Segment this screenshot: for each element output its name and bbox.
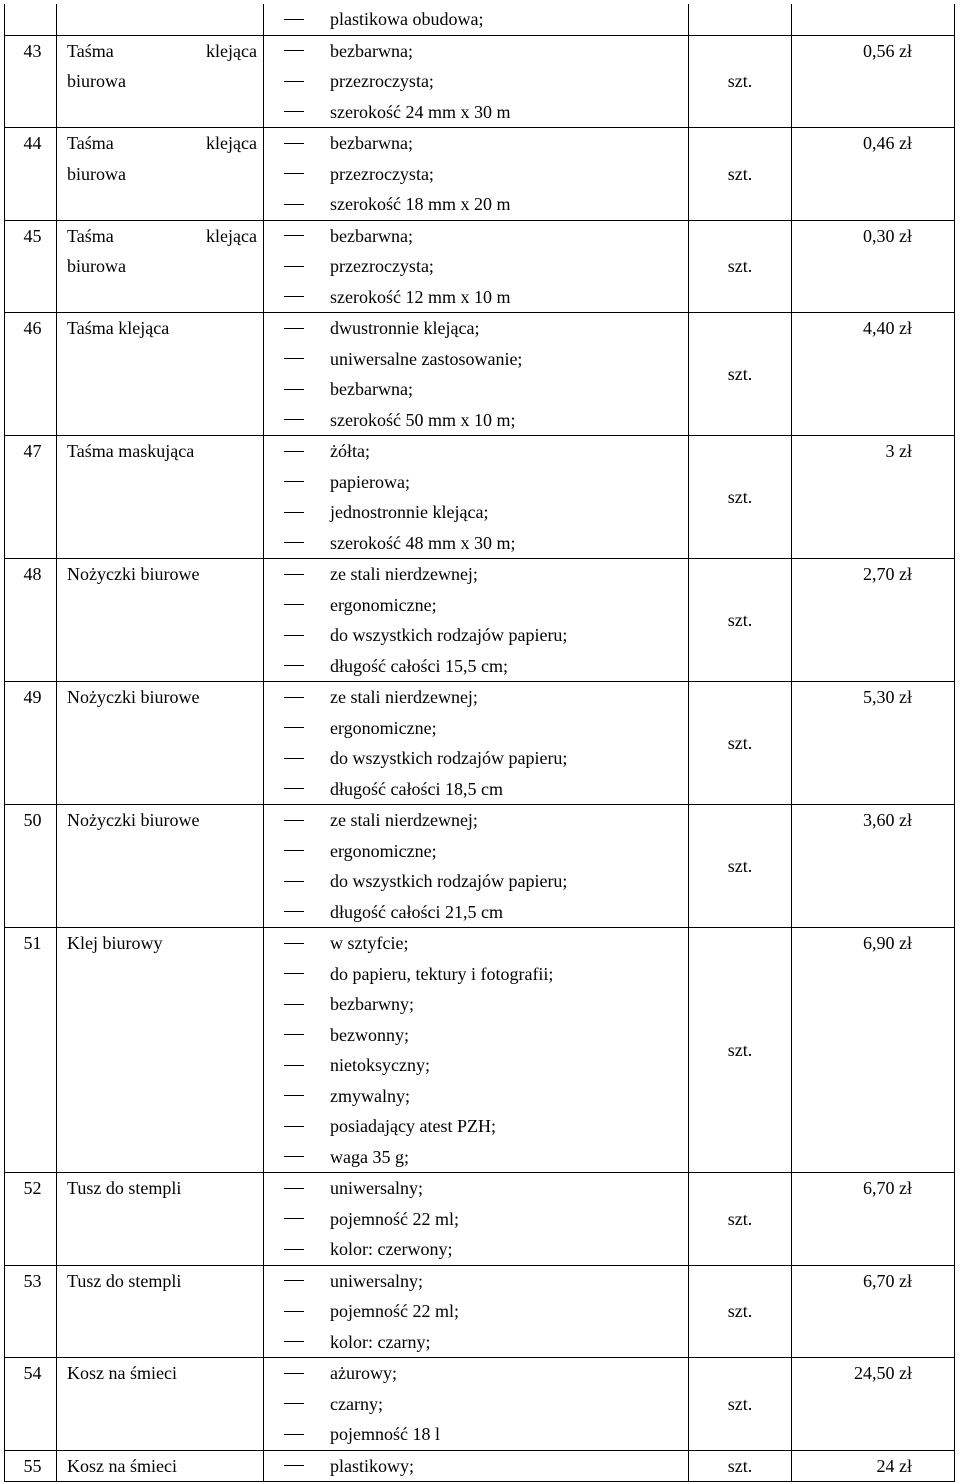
item-name	[57, 805, 264, 928]
description-line	[284, 282, 688, 313]
dash-bullet-icon	[284, 1004, 304, 1005]
dash-bullet-icon	[284, 1095, 304, 1096]
description-line	[284, 97, 688, 128]
dash-bullet-icon	[284, 143, 304, 144]
description-line	[284, 1296, 688, 1327]
description-text: ze stali nierdzewnej;	[330, 810, 478, 830]
description-line	[284, 1327, 688, 1358]
dash-bullet-icon	[284, 788, 304, 789]
description-line	[284, 928, 688, 959]
description-text: ergonomiczne;	[330, 717, 437, 738]
table-row	[5, 682, 955, 805]
item-unit: szt.	[689, 1173, 792, 1266]
description-text: długość całości 18,5 cm	[330, 778, 503, 799]
item-name	[57, 220, 264, 313]
description-text: pojemność 22 ml;	[330, 1208, 459, 1229]
description-text: dwustronnie klejąca;	[330, 318, 480, 338]
description-line	[284, 959, 688, 990]
description-text: waga 35 g;	[330, 1146, 409, 1167]
description-text: ze stali nierdzewnej;	[330, 687, 478, 707]
table-row	[5, 805, 955, 928]
description-line	[284, 1081, 688, 1112]
dash-bullet-icon	[284, 1126, 304, 1127]
description-line	[284, 743, 688, 774]
dash-bullet-icon	[284, 881, 304, 882]
item-description	[264, 682, 689, 805]
item-description	[264, 1358, 689, 1451]
dash-bullet-icon	[284, 665, 304, 666]
item-name	[57, 128, 264, 221]
dash-bullet-icon	[284, 911, 304, 912]
table-row	[5, 1265, 955, 1358]
description-text: pojemność 18 l	[330, 1424, 440, 1444]
item-price: 0,30 zł	[792, 220, 955, 313]
dash-bullet-icon	[284, 1218, 304, 1219]
dash-bullet-icon	[284, 111, 304, 112]
item-name-line: biurowa	[67, 256, 126, 276]
dash-bullet-icon	[284, 296, 304, 297]
description-line	[284, 1266, 688, 1297]
description-line	[284, 436, 688, 467]
dash-bullet-icon	[284, 1280, 304, 1281]
dash-bullet-icon	[284, 389, 304, 390]
item-name	[57, 4, 264, 35]
item-price: 4,40 zł	[792, 313, 955, 436]
description-text: ażurowy;	[330, 1363, 397, 1383]
dash-bullet-icon	[284, 635, 304, 636]
description-line	[284, 897, 688, 928]
description-line	[284, 836, 688, 867]
description-line	[284, 528, 688, 559]
item-name-line: Taśma maskująca	[67, 441, 195, 461]
description-line	[284, 989, 688, 1020]
item-description	[264, 559, 689, 682]
description-text: do papieru, tektury i fotografii;	[330, 963, 554, 984]
description-text: jednostronnie klejąca;	[330, 502, 489, 522]
dash-bullet-icon	[284, 419, 304, 420]
description-text: uniwersalne zastosowanie;	[330, 348, 523, 369]
description-line	[284, 221, 688, 252]
dash-bullet-icon	[284, 1434, 304, 1435]
description-line	[284, 682, 688, 713]
description-line	[284, 1050, 688, 1081]
description-text: plastikowa obudowa;	[330, 9, 484, 29]
dash-bullet-icon	[284, 81, 304, 82]
dash-bullet-icon	[284, 943, 304, 944]
dash-bullet-icon	[284, 1156, 304, 1157]
dash-bullet-icon	[284, 1373, 304, 1374]
description-line	[284, 4, 688, 35]
item-number: 44	[5, 128, 57, 221]
description-line	[284, 189, 688, 220]
description-text: uniwersalny;	[330, 1178, 423, 1198]
description-line	[284, 1419, 688, 1450]
description-text: długość całości 15,5 cm;	[330, 655, 508, 676]
item-number: 48	[5, 559, 57, 682]
table-row	[5, 220, 955, 313]
item-name	[57, 682, 264, 805]
item-price: 0,56 zł	[792, 35, 955, 128]
dash-bullet-icon	[284, 451, 304, 452]
item-name	[57, 1450, 264, 1482]
table-row	[5, 928, 955, 1173]
item-name-line: Klej biurowy	[67, 933, 163, 953]
item-name-line: Tusz do stempli	[67, 1178, 182, 1198]
dash-bullet-icon	[284, 19, 304, 20]
item-description	[264, 313, 689, 436]
dash-bullet-icon	[284, 1341, 304, 1342]
dash-bullet-icon	[284, 512, 304, 513]
dash-bullet-icon	[284, 727, 304, 728]
dash-bullet-icon	[284, 973, 304, 974]
item-number: 51	[5, 928, 57, 1173]
item-description	[264, 805, 689, 928]
dash-bullet-icon	[284, 173, 304, 174]
dash-bullet-icon	[284, 542, 304, 543]
item-number: 50	[5, 805, 57, 928]
item-name-line: Tusz do stempli	[67, 1270, 182, 1291]
item-price: 3,60 zł	[792, 805, 955, 928]
description-line	[284, 374, 688, 405]
description-line	[284, 344, 688, 375]
item-name	[57, 35, 264, 128]
item-number: 52	[5, 1173, 57, 1266]
item-unit: szt.	[689, 805, 792, 928]
dash-bullet-icon	[284, 235, 304, 236]
description-text: bezbarwna;	[330, 133, 413, 153]
item-price: 6,70 zł	[792, 1265, 955, 1358]
description-line	[284, 1142, 688, 1173]
item-number: 46	[5, 313, 57, 436]
description-text: długość całości 21,5 cm	[330, 901, 503, 922]
description-line	[284, 128, 688, 159]
item-name-line: Kosz na śmieci	[67, 1455, 177, 1476]
item-name-line: Taśma klejąca	[67, 133, 257, 153]
item-name-line: Nożyczki biurowe	[67, 810, 200, 830]
item-description	[264, 1173, 689, 1266]
item-name-line: Nożyczki biurowe	[67, 687, 200, 707]
item-number: 53	[5, 1265, 57, 1358]
description-text: zmywalny;	[330, 1085, 410, 1106]
description-text: szerokość 18 mm x 20 m	[330, 194, 511, 214]
description-text: do wszystkich rodzajów papieru;	[330, 871, 568, 891]
item-name	[57, 313, 264, 436]
description-text: przezroczysta;	[330, 71, 434, 91]
description-line	[284, 1204, 688, 1235]
table-row	[5, 128, 955, 221]
description-line	[284, 590, 688, 621]
description-text: nietoksyczny;	[330, 1055, 430, 1075]
item-name-line: Kosz na śmieci	[67, 1363, 177, 1383]
description-line	[284, 36, 688, 67]
item-price: 24,50 zł	[792, 1358, 955, 1451]
dash-bullet-icon	[284, 820, 304, 821]
description-line	[284, 66, 688, 97]
table-row	[5, 313, 955, 436]
item-number: 43	[5, 35, 57, 128]
table-row	[5, 35, 955, 128]
description-text: bezbarwna;	[330, 379, 413, 399]
item-name-line: Taśma klejąca	[67, 225, 257, 246]
description-line	[284, 1358, 688, 1389]
item-description	[264, 4, 689, 35]
description-text: szerokość 24 mm x 30 m	[330, 101, 511, 122]
item-description	[264, 35, 689, 128]
item-price: 5,30 zł	[792, 682, 955, 805]
description-line	[284, 1020, 688, 1051]
description-text: kolor: czerwony;	[330, 1239, 453, 1259]
description-text: kolor: czarny;	[330, 1331, 431, 1352]
item-unit: szt.	[689, 559, 792, 682]
item-price	[792, 4, 955, 35]
description-line	[284, 713, 688, 744]
item-price: 24 zł	[792, 1450, 955, 1482]
description-text: uniwersalny;	[330, 1270, 423, 1291]
item-name-line: Nożyczki biurowe	[67, 564, 200, 584]
item-price: 0,46 zł	[792, 128, 955, 221]
item-number: 49	[5, 682, 57, 805]
dash-bullet-icon	[284, 574, 304, 575]
item-unit: szt.	[689, 35, 792, 128]
table-row	[5, 1173, 955, 1266]
description-text: ergonomiczne;	[330, 594, 437, 615]
dash-bullet-icon	[284, 266, 304, 267]
item-name	[57, 928, 264, 1173]
table-row	[5, 1358, 955, 1451]
description-line	[284, 159, 688, 190]
description-line	[284, 620, 688, 651]
dash-bullet-icon	[284, 1034, 304, 1035]
description-line	[284, 1111, 688, 1142]
description-line	[284, 559, 688, 590]
dash-bullet-icon	[284, 1311, 304, 1312]
dash-bullet-icon	[284, 358, 304, 359]
description-text: bezwonny;	[330, 1024, 409, 1045]
table-row	[5, 4, 955, 35]
description-line	[284, 651, 688, 682]
item-number: 54	[5, 1358, 57, 1451]
description-text: papierowa;	[330, 471, 410, 492]
item-unit: szt.	[689, 928, 792, 1173]
item-unit: szt.	[689, 220, 792, 313]
dash-bullet-icon	[284, 850, 304, 851]
item-unit: szt.	[689, 1358, 792, 1451]
item-number: 55	[5, 1450, 57, 1482]
item-price: 3 zł	[792, 436, 955, 559]
dash-bullet-icon	[284, 1065, 304, 1066]
dash-bullet-icon	[284, 604, 304, 605]
item-description	[264, 220, 689, 313]
item-unit: szt.	[689, 682, 792, 805]
description-line	[284, 405, 688, 436]
dash-bullet-icon	[284, 50, 304, 51]
description-text: żółta;	[330, 441, 370, 461]
item-name-line: Taśma klejąca	[67, 318, 170, 338]
description-line	[284, 1173, 688, 1204]
description-line	[284, 251, 688, 282]
item-name-line: Taśma klejąca	[67, 40, 257, 61]
dash-bullet-icon	[284, 204, 304, 205]
item-unit: szt.	[689, 128, 792, 221]
item-price: 6,90 zł	[792, 928, 955, 1173]
product-table	[4, 4, 955, 1482]
item-number: 45	[5, 220, 57, 313]
description-text: ergonomiczne;	[330, 840, 437, 861]
item-unit: szt.	[689, 313, 792, 436]
dash-bullet-icon	[284, 1188, 304, 1189]
description-text: szerokość 12 mm x 10 m	[330, 286, 511, 307]
table-row	[5, 436, 955, 559]
item-unit	[689, 4, 792, 35]
dash-bullet-icon	[284, 697, 304, 698]
item-name	[57, 1358, 264, 1451]
dash-bullet-icon	[284, 481, 304, 482]
description-line	[284, 1389, 688, 1420]
table-row	[5, 559, 955, 682]
item-name-line: biurowa	[67, 163, 126, 184]
item-number	[5, 4, 57, 35]
item-name	[57, 1173, 264, 1266]
description-line	[284, 866, 688, 897]
description-line	[284, 1234, 688, 1265]
item-name	[57, 1265, 264, 1358]
item-name	[57, 436, 264, 559]
description-text: bezbarwny;	[330, 994, 414, 1014]
dash-bullet-icon	[284, 1465, 304, 1466]
description-text: czarny;	[330, 1393, 383, 1414]
item-description	[264, 1265, 689, 1358]
item-unit: szt.	[689, 1450, 792, 1482]
description-text: pojemność 22 ml;	[330, 1301, 459, 1321]
item-description	[264, 928, 689, 1173]
dash-bullet-icon	[284, 1403, 304, 1404]
description-text: szerokość 50 mm x 10 m;	[330, 409, 516, 430]
description-line	[284, 774, 688, 805]
item-price: 6,70 zł	[792, 1173, 955, 1266]
dash-bullet-icon	[284, 328, 304, 329]
description-line	[284, 1451, 688, 1482]
item-unit: szt.	[689, 1265, 792, 1358]
description-line	[284, 467, 688, 498]
description-line	[284, 805, 688, 836]
item-number: 47	[5, 436, 57, 559]
description-text: w sztyfcie;	[330, 933, 409, 953]
description-line	[284, 313, 688, 344]
table-row	[5, 1450, 955, 1482]
item-name	[57, 559, 264, 682]
item-name-line: biurowa	[67, 71, 126, 91]
dash-bullet-icon	[284, 1249, 304, 1250]
description-text: bezbarwna;	[330, 225, 413, 246]
description-text: posiadający atest PZH;	[330, 1116, 496, 1136]
product-table-body	[5, 4, 955, 1482]
description-text: do wszystkich rodzajów papieru;	[330, 625, 568, 645]
dash-bullet-icon	[284, 758, 304, 759]
item-description	[264, 1450, 689, 1482]
description-text: plastikowy;	[330, 1455, 414, 1476]
description-text: bezbarwna;	[330, 40, 413, 61]
description-text: przezroczysta;	[330, 163, 434, 184]
description-text: przezroczysta;	[330, 256, 434, 276]
description-line	[284, 497, 688, 528]
item-description	[264, 128, 689, 221]
description-text: szerokość 48 mm x 30 m;	[330, 532, 516, 553]
item-description	[264, 436, 689, 559]
item-unit: szt.	[689, 436, 792, 559]
description-text: do wszystkich rodzajów papieru;	[330, 748, 568, 768]
description-text: ze stali nierdzewnej;	[330, 564, 478, 584]
item-price: 2,70 zł	[792, 559, 955, 682]
